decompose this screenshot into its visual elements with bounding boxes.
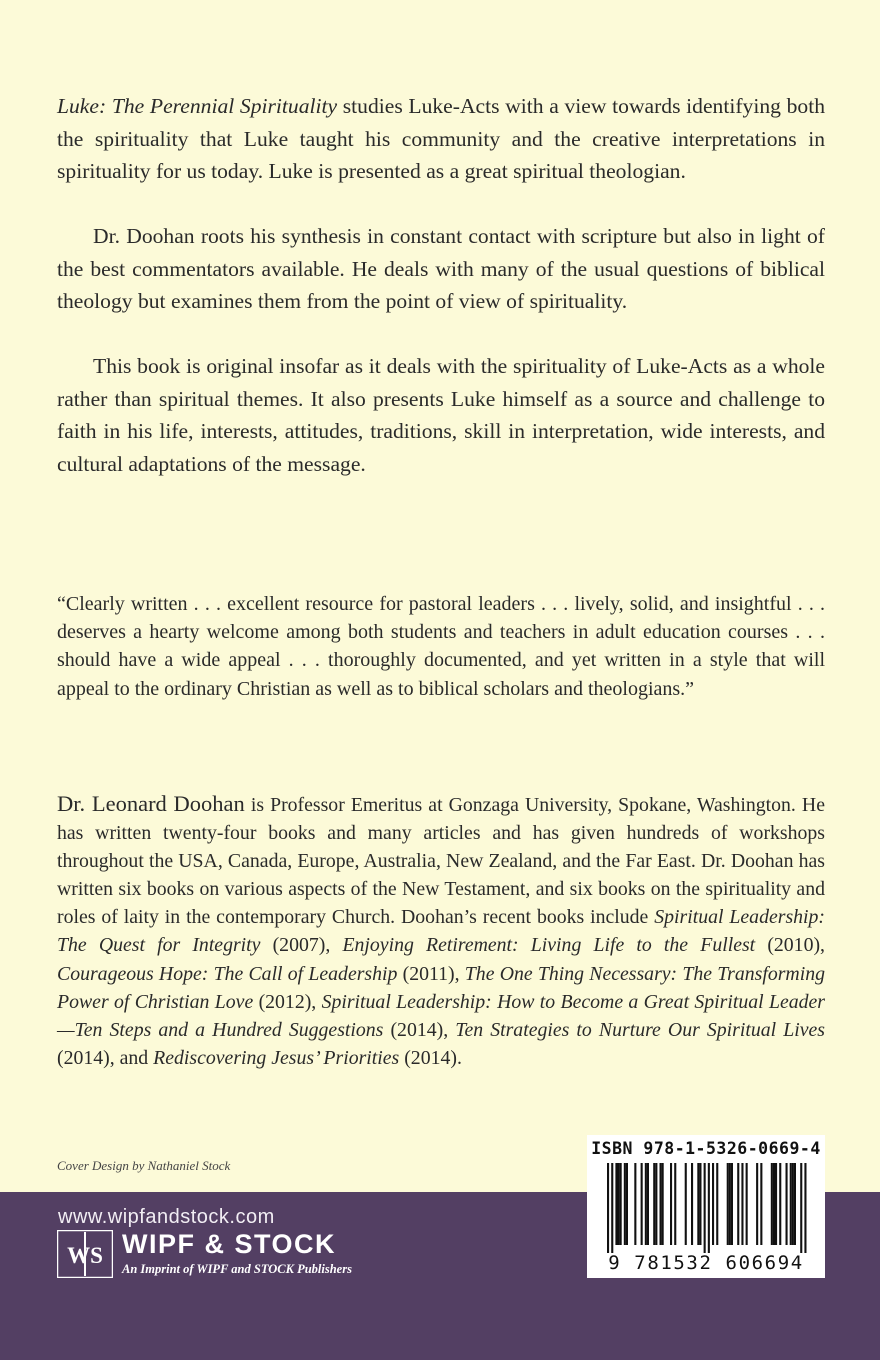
book-title: Luke: The Perennial Spirituality — [57, 94, 338, 118]
barcode-bar — [647, 1163, 649, 1245]
barcode-bar — [634, 1163, 636, 1245]
author-bio: Dr. Leonard Doohan is Professor Emeritus at Gonzaga University, Spokane, Washington. He has written twenty-four books and many articles and has given hundreds of workshops throughout the USA, Canada, Europe, Australia, New Zealand, and the Far East. Dr. Doohan has written six books on various aspects of the New Testament, and six books on the spirituality and roles of laity in the contemporary Church. Doohan’s recent books include Spiritual Leadership: The Quest for Integrity (2007), Enjoying Retirement: Living Life to the Fullest (2010), Courageous Hope: The Call of Leadership (2011), The One Thing Necessary: The Transforming Power of Christian Love (2012), Spiritual Leadership: How to Become a Great Spiritual Leader—Ten Steps and a Hundred Suggestions (2014), Ten Strategies to Nurture Our Spiritual Lives (2014), and Rediscovering Jesus’ Priorities (2014). — [57, 791, 826, 1069]
barcode-bar — [790, 1163, 792, 1245]
barcode-bar — [794, 1163, 796, 1245]
barcode-bar — [727, 1163, 729, 1245]
barcode-bar — [771, 1163, 773, 1245]
barcode-bar — [618, 1163, 620, 1245]
barcode-bar — [626, 1163, 628, 1245]
publisher-name: WIPF & STOCK — [122, 1229, 337, 1259]
barcode-bar — [699, 1163, 701, 1245]
barcode-bar — [729, 1163, 731, 1245]
publisher-url[interactable]: www.wipfandstock.com — [58, 1206, 275, 1228]
book-ref: Spiritual Leadership: The Quest for Integrity — [57, 906, 826, 957]
barcode-bar — [708, 1163, 710, 1253]
barcode-bar — [655, 1163, 657, 1245]
ean-digits: 9 781532 606694 — [608, 1252, 804, 1274]
description-paragraph-1: Luke: The Perennial Spirituality studies Luke-Acts with a view towards identifying both the spirituality that Luke taught his community and the creative interpretations in spirituality for us today. Luke is presented as a great spiritual theologian. — [57, 94, 825, 183]
barcode-bar — [704, 1163, 706, 1253]
barcode-bar — [773, 1163, 775, 1245]
barcode-bar — [746, 1163, 748, 1245]
book-ref: Rediscovering Jesus’ Priorities — [153, 1046, 400, 1069]
book-ref: The One Thing Necessary: The Transforming Power of Christian Love — [57, 962, 825, 1013]
svg-text:WS: WS — [67, 1243, 103, 1268]
isbn-barcode — [587, 1135, 825, 1278]
barcode-bar — [607, 1163, 609, 1253]
description-paragraph-3: This book is original insofar as it deals with the spirituality of Luke-Acts as a whole rather than spiritual themes. It also presents Luke himself as a source and challenge to faith in his life, interests, attitudes, traditions, skill in interpretation, wide interests, and cultural adaptations of the message. — [57, 354, 825, 476]
publisher-logo-icon — [57, 1230, 113, 1278]
barcode-bar — [712, 1163, 714, 1245]
barcode-bar — [615, 1163, 617, 1245]
barcode-icon — [601, 1163, 811, 1253]
barcode-bar — [611, 1163, 613, 1253]
barcode-bar — [620, 1163, 622, 1245]
barcode-bar — [737, 1163, 739, 1245]
book-ref: Ten Strategies to Nurture Our Spiritual Lives — [455, 1018, 826, 1041]
barcode-bar — [779, 1163, 781, 1245]
barcode-bar — [674, 1163, 676, 1245]
book-ref: Enjoying Retirement: Living Life to the Fullest — [342, 934, 756, 957]
isbn-label: ISBN 978-1-5326-0669-4 — [591, 1139, 821, 1158]
barcode-bar — [653, 1163, 655, 1245]
author-name: Dr. Leonard Doohan — [57, 791, 245, 816]
barcode-bar — [662, 1163, 664, 1245]
cover-design-credit: Cover Design by Nathaniel Stock — [57, 1158, 231, 1173]
barcode-bar — [756, 1163, 758, 1245]
barcode-bar — [800, 1163, 802, 1253]
endorsement-quote: “Clearly written . . . excellent resource for pastoral leaders . . . lively, solid, and insightful . . . deserves a hearty welcome among both students and teachers in adult education courses . . . should have a wide appeal . . . thoroughly documented, and yet written in a style that will appeal to the ordinary Christian as well as to biblical scholars and theologians.” — [57, 593, 825, 700]
barcode-bar — [685, 1163, 687, 1245]
barcode-bar — [641, 1163, 643, 1245]
barcode-bar — [804, 1163, 806, 1253]
barcode-bar — [792, 1163, 794, 1245]
description-paragraph-2: Dr. Doohan roots his synthesis in constant contact with scripture but also in light of the best commentators available. He deals with many of the usual questions of biblical theology but examines them from the point of view of spirituality. — [57, 224, 825, 313]
barcode-bar — [660, 1163, 662, 1245]
book-ref: Courageous Hope: The Call of Leadership — [57, 962, 398, 985]
publisher-imprint: An Imprint of WIPF and STOCK Publishers — [122, 1262, 352, 1276]
barcode-bar — [775, 1163, 777, 1245]
barcode-bar — [691, 1163, 693, 1245]
barcode-bar — [624, 1163, 626, 1245]
barcode-bar — [760, 1163, 762, 1245]
book-ref: Spiritual Leadership: How to Become a Great Spiritual Leader—Ten Steps and a Hundred Suggestions — [57, 990, 826, 1041]
book-description — [57, 90, 825, 480]
barcode-bar — [741, 1163, 743, 1245]
barcode-bar — [697, 1163, 699, 1245]
barcode-bar — [731, 1163, 733, 1245]
barcode-bar — [716, 1163, 718, 1245]
barcode-bar — [645, 1163, 647, 1245]
barcode-bar — [670, 1163, 672, 1245]
barcode-bar — [786, 1163, 788, 1245]
